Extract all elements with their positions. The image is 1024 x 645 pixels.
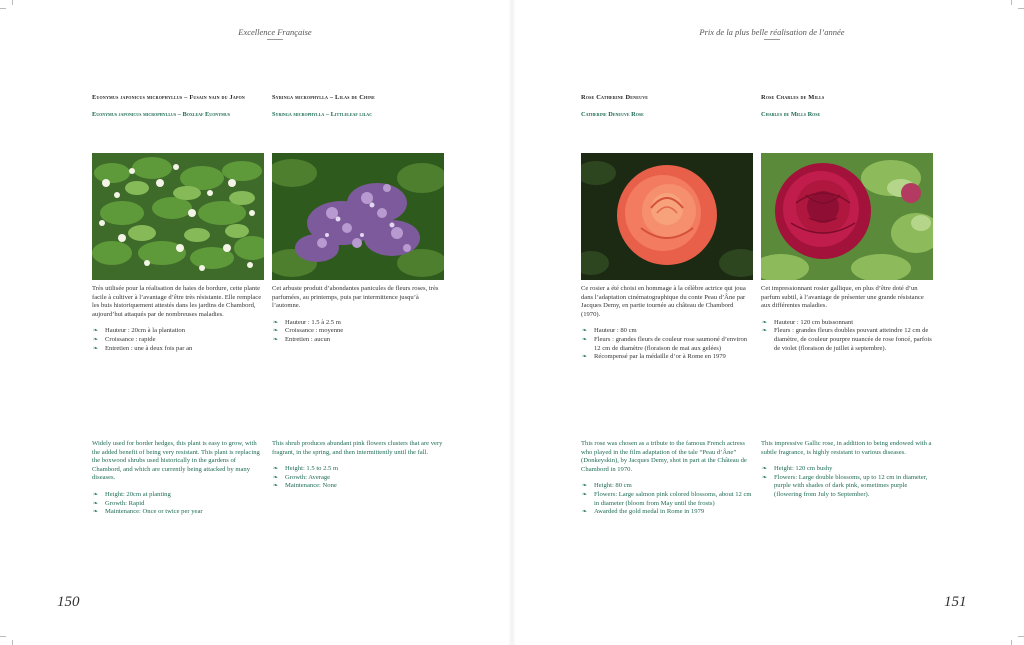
list-item xyxy=(761,327,933,353)
leaf-bullet-icon: ❧ xyxy=(582,328,588,335)
leaf-bullet-icon: ❧ xyxy=(762,474,768,481)
leaf-bullet-icon: ❧ xyxy=(273,474,279,481)
crop-mark xyxy=(12,0,13,5)
description-fr xyxy=(581,285,753,362)
leaf-bullet-icon: ❧ xyxy=(273,466,279,473)
list-item xyxy=(581,491,753,508)
plant-name-fr: Syringa microphylla – Lilas de Chine xyxy=(272,94,376,101)
plant-name-en: Charles de Mills Rose xyxy=(761,111,821,118)
facts-list-en xyxy=(272,465,444,491)
leaf-bullet-icon: ❧ xyxy=(273,328,279,335)
list-item xyxy=(581,482,753,491)
list-item xyxy=(272,319,444,328)
facts-list-en xyxy=(581,482,753,516)
running-head-rule xyxy=(267,39,283,40)
fact-text: Height: 120 cm bushy xyxy=(774,465,833,473)
facts-list-en xyxy=(761,465,933,499)
leaf-bullet-icon: ❧ xyxy=(93,345,99,352)
plant-name-en: Catherine Deneuve Rose xyxy=(581,111,644,118)
fact-text: Croissance : moyenne xyxy=(285,327,344,335)
fact-text: Entretien : une à deux fois par an xyxy=(105,344,193,352)
list-item xyxy=(761,474,933,500)
fact-text: Growth: Average xyxy=(285,473,331,481)
plant-entry-euonymus xyxy=(92,93,264,119)
plant-name-fr: Euonymus japonicus microphyllus – Fusain nain du Japon xyxy=(92,94,245,101)
running-head-right xyxy=(662,27,882,40)
list-item xyxy=(761,319,933,328)
fact-text: Height: 80 cm xyxy=(594,482,632,490)
list-item xyxy=(92,336,264,345)
plant-name-fr: Rose Catherine Deneuve xyxy=(581,94,649,101)
leaf-bullet-icon: ❧ xyxy=(582,491,588,498)
facts-list-fr xyxy=(761,319,933,353)
fact-text: Growth: Rapid xyxy=(105,499,145,507)
list-item xyxy=(92,345,264,354)
crop-mark xyxy=(1018,8,1024,9)
fact-text: Fleurs : grandes fleurs de couleur rose saumoné d’environ 12 cm de diamètre (floraison de mai aux gelées) xyxy=(594,335,748,352)
list-item xyxy=(272,474,444,483)
running-head-text: Prix de la plus belle réalisation de l’année xyxy=(699,27,845,37)
leaf-bullet-icon: ❧ xyxy=(273,319,279,326)
facts-list-fr xyxy=(92,327,264,353)
leaf-bullet-icon: ❧ xyxy=(93,328,99,335)
list-item xyxy=(581,508,753,517)
plant-entry-rose-deneuve xyxy=(581,93,753,119)
fact-text: Récompensé par la médaille d’or à Rome en 1979 xyxy=(594,353,726,361)
fact-text: Height: 1.5 to 2.5 m xyxy=(285,465,339,473)
fact-text: Flowers: Large double blossoms, up to 12 cm in diameter, purple with shades of dark pink, sometimes purple (flowering from July to September). xyxy=(774,473,928,498)
description-en-text: This impressive Gallic rose, in addition to being endowed with a subtle fragrance, is highly resistant to various diseases. xyxy=(761,440,932,456)
leaf-bullet-icon: ❧ xyxy=(93,336,99,343)
page-number-right: 151 xyxy=(944,594,967,610)
running-head-text: Excellence Française xyxy=(238,27,312,37)
description-en-text: This shrub produces abundant pink flowers clusters that are very fragrant, in the spring, and then intermittently until the fall. xyxy=(272,440,443,456)
plant-name-en: Syringa microphylla – Littleleaf lilac xyxy=(272,111,373,118)
fact-text: Hauteur : 20cm à la plantation xyxy=(105,327,186,335)
description-en xyxy=(761,440,933,500)
list-item xyxy=(272,465,444,474)
description-fr xyxy=(92,285,264,353)
running-head-rule xyxy=(764,39,780,40)
leaf-bullet-icon: ❧ xyxy=(762,328,768,335)
list-item xyxy=(92,508,264,517)
list-item xyxy=(92,327,264,336)
fact-text: Fleurs : grandes fleurs doubles pouvant atteindre 12 cm de diamètre, de couleur pourpre nuancée de rose foncé, parfois de violet (floraison de juillet à septembre). xyxy=(774,327,932,352)
plant-entry-rose-charles-de-mills xyxy=(761,93,933,119)
book-gutter xyxy=(508,0,516,645)
list-item xyxy=(272,336,444,345)
fact-text: Awarded the gold medal in Rome in 1979 xyxy=(594,508,705,516)
list-item xyxy=(581,353,753,362)
description-en-text: Widely used for border hedges, this plant is easy to grow, with the added benefit of being very resistant. This plant is replacing the boxwood shrubs used historically in the gardens of Chambord, and which are currently being attacked by many diseases. xyxy=(92,440,260,482)
list-item xyxy=(581,327,753,336)
leaf-bullet-icon: ❧ xyxy=(273,336,279,343)
crop-mark xyxy=(0,636,6,637)
plant-photo-euonymus xyxy=(92,153,264,280)
leaf-bullet-icon: ❧ xyxy=(93,509,99,516)
fact-text: Croissance : rapide xyxy=(105,335,156,343)
fact-text: Flowers: Large salmon pink colored blossoms, about 12 cm in diameter (bloom from May until the frosts) xyxy=(594,490,752,507)
crop-mark xyxy=(1011,0,1012,5)
leaf-bullet-icon: ❧ xyxy=(93,491,99,498)
description-en xyxy=(92,440,264,517)
plant-entry-syringa xyxy=(272,93,444,119)
description-fr-text: Cet arbuste produit d’abondantes panicules de fleurs roses, très parfumées, au printemps, puis par intermittence jusqu’à l’automne. xyxy=(272,285,439,310)
right-page xyxy=(512,0,1024,645)
crop-mark xyxy=(0,8,6,9)
facts-list-fr xyxy=(581,327,753,361)
description-fr xyxy=(761,285,933,353)
list-item xyxy=(92,500,264,509)
fact-text: Maintenance: None xyxy=(285,482,337,490)
description-en xyxy=(272,440,444,491)
leaf-bullet-icon: ❧ xyxy=(762,319,768,326)
list-item xyxy=(272,327,444,336)
facts-list-en xyxy=(92,491,264,517)
list-item xyxy=(92,491,264,500)
leaf-bullet-icon: ❧ xyxy=(582,354,588,361)
leaf-bullet-icon: ❧ xyxy=(582,509,588,516)
description-fr-text: Ce rosier a été choisi en hommage à la célèbre actrice qui joua dans l’adaptation cinématographique du conte Peau d’Âne par Jacques Demy, en partie tournée au château de Chambord (1970). xyxy=(581,285,746,318)
leaf-bullet-icon: ❧ xyxy=(93,500,99,507)
fact-text: Entretien : aucun xyxy=(285,335,331,343)
leaf-bullet-icon: ❧ xyxy=(582,336,588,343)
crop-mark xyxy=(1018,636,1024,637)
leaf-bullet-icon: ❧ xyxy=(582,483,588,490)
fact-text: Hauteur : 1.5 à 2.5 m xyxy=(285,318,341,326)
description-fr xyxy=(272,285,444,345)
description-en xyxy=(581,440,753,517)
fact-text: Hauteur : 80 cm xyxy=(594,327,637,335)
fact-text: Maintenance: Once or twice per year xyxy=(105,508,203,516)
leaf-bullet-icon: ❧ xyxy=(762,466,768,473)
fact-text: Height: 20cm at planting xyxy=(105,490,171,498)
description-en-text: This rose was chosen as a tribute to the famous French actress who played in the film adaptation of the tale “Peau d’Âne” (Donkeyskin), by Jacques Demy, shot in part at the Château de Chambord in 1970. xyxy=(581,440,747,473)
page-number-left: 150 xyxy=(57,594,80,610)
plant-photo-syringa xyxy=(272,153,444,280)
facts-list-fr xyxy=(272,319,444,345)
fact-text: Hauteur : 120 cm buissonnant xyxy=(774,318,854,326)
list-item xyxy=(581,336,753,353)
plant-name-fr: Rose Charles de Mills xyxy=(761,94,825,101)
plant-photo-rose-deneuve xyxy=(581,153,753,280)
description-fr-text: Cet impressionnant rosier gallique, en plus d’être doté d’un parfum subtil, à l’avantage de présenter une grande résistance aux différentes maladies. xyxy=(761,285,924,310)
leaf-bullet-icon: ❧ xyxy=(273,483,279,490)
list-item xyxy=(761,465,933,474)
list-item xyxy=(272,482,444,491)
crop-mark xyxy=(12,640,13,645)
description-fr-text: Très utilisée pour la réalisation de haies de bordure, cette plante facile à cultiver à l’avantage d’être très résistante. Elle remplace les buis historiquement attestés dans les jardins de Chambord, aujourd’hui attaqués par de nombreuses maladies. xyxy=(92,285,262,318)
crop-mark xyxy=(1011,640,1012,645)
plant-name-en: Euonymus japonicus microphyllus – Boxleaf Euonymus xyxy=(92,111,230,118)
running-head-left xyxy=(180,27,370,40)
plant-photo-rose-charles-de-mills xyxy=(761,153,933,280)
